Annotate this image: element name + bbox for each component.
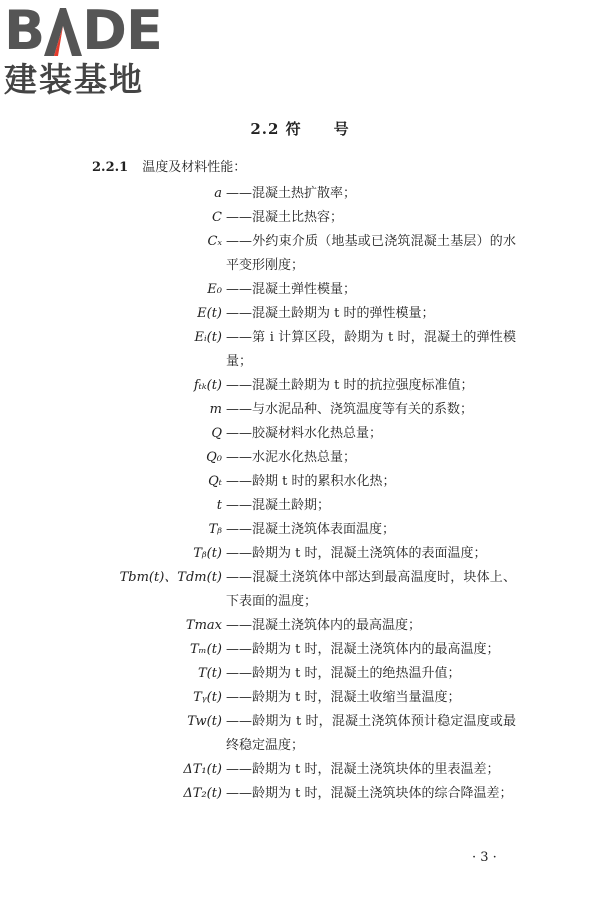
- symbol-entry: [0, 782, 600, 806]
- symbol-description: ——混凝土比热容；: [226, 210, 344, 225]
- logo-letter: DE: [82, 0, 162, 62]
- symbol: Tmax: [185, 618, 222, 633]
- symbol: a: [214, 186, 222, 201]
- symbol-description: ——混凝土龄期为 t 时的抗拉强度标准值；: [226, 378, 474, 393]
- symbol-entry: [0, 566, 600, 614]
- symbol-entry: [0, 230, 600, 278]
- symbol-list: [0, 182, 600, 806]
- symbol-description: ——混凝土浇筑体内的最高温度；: [226, 618, 422, 633]
- symbol: Tw(t): [187, 714, 222, 729]
- symbol: Qₜ: [208, 474, 222, 489]
- symbol-entry: [0, 302, 600, 326]
- symbol-description: ——龄期为 t 时，混凝土浇筑体预计稳定温度或最终稳定温度；: [226, 714, 516, 753]
- symbol-description: ——第 i 计算区段，龄期为 t 时，混凝土的弹性模量；: [226, 330, 516, 369]
- symbol: E(t): [197, 306, 222, 321]
- symbol-entry: [0, 422, 600, 446]
- symbol-entry: [0, 374, 600, 398]
- symbol-entry: [0, 662, 600, 686]
- symbol-description: ——混凝土浇筑体中部达到最高温度时，块体上、下表面的温度；: [226, 570, 516, 609]
- symbol: ΔT₂(t): [183, 786, 222, 801]
- symbol-description: ——胶凝材料水化热总量；: [226, 426, 383, 441]
- symbol-entry: [0, 326, 600, 374]
- symbol-entry: [0, 494, 600, 518]
- symbol: Tᵦ(t): [193, 546, 222, 561]
- symbol: T(t): [197, 666, 222, 681]
- symbol: Tᵧ(t): [193, 690, 222, 705]
- symbol-entry: [0, 182, 600, 206]
- symbol-entry: [0, 638, 600, 662]
- symbol-entry: [0, 614, 600, 638]
- symbol-description: ——龄期为 t 时，混凝土浇筑体内的最高温度；: [226, 642, 500, 657]
- symbol-description: ——混凝土龄期为 t 时的弹性模量；: [226, 306, 435, 321]
- symbol-entry: [0, 446, 600, 470]
- logo-letter: B: [4, 0, 45, 62]
- symbol: t: [216, 498, 222, 513]
- symbol: fₜₖ(t): [193, 378, 222, 393]
- symbol-entry: [0, 278, 600, 302]
- symbol-entry: [0, 518, 600, 542]
- symbol: Tᵦ: [208, 522, 222, 537]
- symbol-description: ——龄期为 t 时，混凝土浇筑体的表面温度；: [226, 546, 487, 561]
- symbol-description: ——混凝土热扩散率；: [226, 186, 357, 201]
- subsection-heading: [92, 156, 246, 175]
- symbol-entry: [0, 206, 600, 230]
- page-number: · 3 ·: [472, 850, 497, 865]
- symbol-description: ——龄期为 t 时，混凝土浇筑块体的综合降温差；: [226, 786, 513, 801]
- symbol-description: ——水泥水化热总量；: [226, 450, 357, 465]
- logo-a-mark: [44, 4, 82, 58]
- symbol: Q₀: [206, 450, 222, 465]
- bade-logo: [4, 0, 162, 99]
- symbol-description: ——龄期为 t 时，混凝土浇筑块体的里表温差；: [226, 762, 500, 777]
- symbol-entry: [0, 710, 600, 758]
- symbol-entry: [0, 470, 600, 494]
- symbol: E₀: [207, 282, 222, 297]
- subsection-title: 温度及材料性能：: [142, 160, 247, 175]
- symbol-entry: [0, 686, 600, 710]
- symbol: Cₓ: [207, 234, 222, 249]
- symbol: Tₘ(t): [189, 642, 222, 657]
- symbol-description: ——龄期为 t 时，混凝土的绝热温升值；: [226, 666, 461, 681]
- symbol: ΔT₁(t): [183, 762, 222, 777]
- symbol-description: ——外约束介质（地基或已浇筑混凝土基层）的水平变形刚度；: [226, 234, 516, 273]
- subsection-number: 2.2.1: [92, 160, 129, 175]
- symbol-description: ——混凝土浇筑体表面温度；: [226, 522, 396, 537]
- symbol: m: [209, 402, 222, 417]
- symbol-description: ——龄期为 t 时，混凝土收缩当量温度；: [226, 690, 461, 705]
- logo-subtitle: 建装基地: [4, 60, 144, 99]
- symbol-entry: [0, 398, 600, 422]
- section-title: 2.2 符 号: [250, 120, 350, 138]
- symbol-entry: [0, 758, 600, 782]
- logo-wordmark: [4, 0, 162, 62]
- symbol: C: [212, 210, 222, 225]
- symbol-description: ——龄期 t 时的累积水化热；: [226, 474, 396, 489]
- symbol-entry: [0, 542, 600, 566]
- symbol: Tbm(t)、Tdm(t): [119, 570, 222, 585]
- symbol-description: ——混凝土龄期；: [226, 498, 331, 513]
- symbol: Q: [211, 426, 222, 441]
- symbol: Eᵢ(t): [194, 330, 222, 345]
- symbol-description: ——与水泥品种、浇筑温度等有关的系数；: [226, 402, 474, 417]
- symbol-description: ——混凝土弹性模量；: [226, 282, 357, 297]
